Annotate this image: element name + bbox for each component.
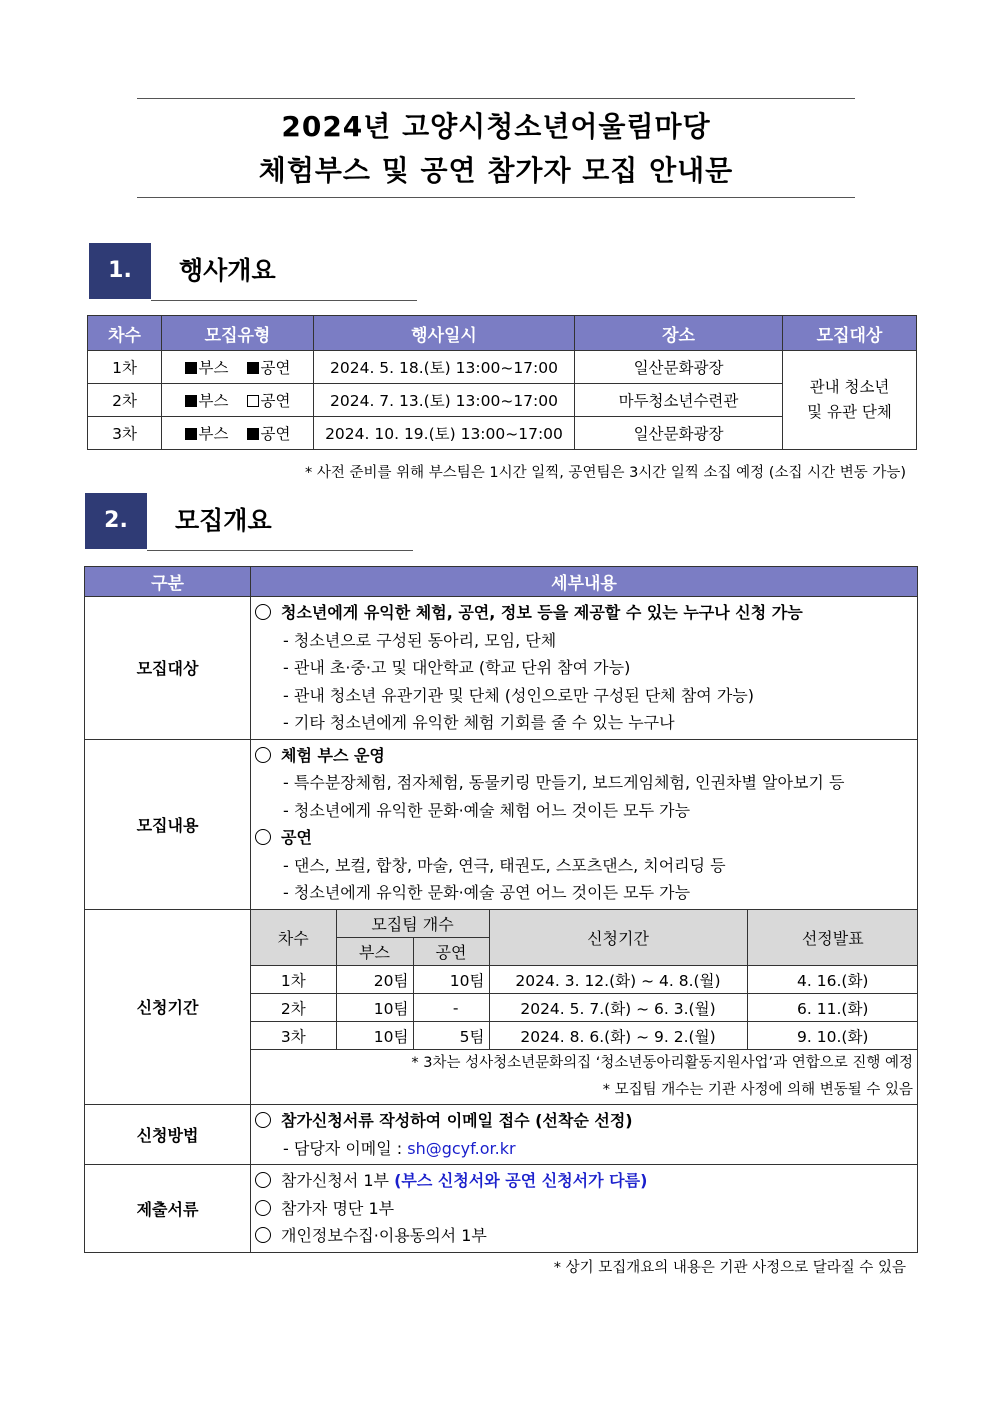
period-label: 신청기간 bbox=[85, 909, 251, 1105]
bottom-note: * 상기 모집개요의 내용은 기관 사정으로 달라질 수 있음 bbox=[553, 1260, 906, 1276]
period-round: 3차 bbox=[251, 1022, 336, 1050]
method-email-line bbox=[255, 1135, 917, 1163]
title-line-2: 체험부스 및 공연 참가자 모집 안내문 bbox=[258, 154, 734, 187]
checkbox-checked bbox=[185, 395, 197, 407]
period-header-perf: 공연 bbox=[413, 938, 489, 966]
target-line-2: 및 유관 단체 bbox=[807, 403, 892, 421]
place-cell: 일산문화광장 bbox=[575, 417, 783, 450]
round-cell: 3차 bbox=[88, 417, 162, 450]
row-documents bbox=[85, 1165, 918, 1253]
row-content bbox=[85, 739, 918, 909]
row-target bbox=[85, 597, 918, 740]
section-2-number: 2. bbox=[85, 493, 147, 549]
target-sub: - 관내 청소년 유관기관 및 단체 (성인으로만 구성된 단체 참여 가능) bbox=[283, 685, 754, 705]
circle-bullet-icon bbox=[255, 829, 271, 845]
booth-title: 체험 부스 운영 bbox=[255, 742, 917, 770]
period-perf-count: 5팀 bbox=[413, 1022, 489, 1050]
content-details bbox=[251, 739, 918, 909]
table-row bbox=[251, 966, 918, 994]
table-row bbox=[251, 994, 918, 1022]
event-overview-table bbox=[87, 315, 917, 450]
section-1-number: 1. bbox=[89, 243, 151, 299]
section-2-underline bbox=[147, 550, 413, 551]
document-item: 개인정보수집·이용동의서 1부 bbox=[255, 1222, 917, 1250]
circle-bullet-icon bbox=[255, 1112, 271, 1128]
checkbox-checked bbox=[185, 362, 197, 374]
row-method bbox=[85, 1105, 918, 1165]
circle-bullet-icon bbox=[255, 1200, 271, 1216]
period-range: 2024. 3. 12.(화) ~ 4. 8.(월) bbox=[489, 966, 747, 994]
type-cell bbox=[162, 384, 314, 417]
round-cell: 2차 bbox=[88, 384, 162, 417]
period-round: 2차 bbox=[251, 994, 336, 1022]
checkbox-unchecked bbox=[247, 395, 259, 407]
target-line-1: 관내 청소년 bbox=[809, 378, 890, 396]
round-cell: 1차 bbox=[88, 351, 162, 384]
target-sub: - 청소년으로 구성된 동아리, 모임, 단체 bbox=[283, 630, 557, 650]
performance-label: 공연 bbox=[260, 359, 291, 377]
performance-sub: - 청소년에게 유익한 문화·예술 공연 어느 것이든 모두 가능 bbox=[283, 883, 691, 902]
documents-label: 제출서류 bbox=[85, 1165, 251, 1253]
place-cell: 일산문화광장 bbox=[575, 351, 783, 384]
target-sub: - 기타 청소년에게 유익한 체험 기회를 줄 수 있는 누구나 bbox=[283, 713, 675, 732]
period-header-teams: 모집팀 개수 bbox=[336, 910, 489, 938]
period-header-announce: 선정발표 bbox=[747, 910, 918, 966]
period-perf-count: - bbox=[413, 994, 489, 1022]
performance-sub: - 댄스, 보컬, 합창, 마술, 연극, 태권도, 스포츠댄스, 치어리딩 등 bbox=[283, 855, 726, 875]
booth-sub: - 청소년에게 유익한 문화·예술 체험 어느 것이든 모두 가능 bbox=[283, 800, 691, 820]
booth-label: 부스 bbox=[198, 392, 229, 410]
datetime-cell: 2024. 10. 19.(토) 13:00~17:00 bbox=[314, 417, 575, 450]
performance-title: 공연 bbox=[255, 824, 917, 852]
email-prefix: - 담당자 이메일 : bbox=[283, 1138, 408, 1158]
email-link[interactable]: sh@gcyf.or.kr bbox=[407, 1138, 516, 1158]
period-perf-count: 10팀 bbox=[413, 966, 489, 994]
period-booth-count: 10팀 bbox=[336, 994, 413, 1022]
section-1-title: 행사개요 bbox=[179, 256, 276, 285]
period-header-round: 차수 bbox=[251, 910, 336, 966]
recruitment-overview-table bbox=[84, 566, 918, 1253]
header-category: 구분 bbox=[85, 567, 251, 597]
period-header-booth: 부스 bbox=[336, 938, 413, 966]
performance-label: 공연 bbox=[260, 425, 291, 443]
section-2-heading bbox=[85, 493, 413, 551]
checkbox-checked bbox=[247, 428, 259, 440]
method-content bbox=[251, 1105, 918, 1165]
period-note-1: * 3차는 성사청소년문화의집 ‘청소년동아리활동지원사업’과 연합으로 진행 예정 bbox=[411, 1055, 913, 1071]
period-announce: 6. 11.(화) bbox=[747, 994, 918, 1022]
header-round: 차수 bbox=[88, 316, 162, 351]
row-period bbox=[85, 909, 918, 1105]
target-sub: - 관내 초·중·고 및 대안학교 (학교 단위 참여 가능) bbox=[283, 658, 631, 677]
period-range: 2024. 5. 7.(화) ~ 6. 3.(월) bbox=[489, 994, 747, 1022]
header-details: 세부내용 bbox=[251, 567, 918, 597]
table-row bbox=[88, 351, 917, 384]
datetime-cell: 2024. 5. 18.(토) 13:00~17:00 bbox=[314, 351, 575, 384]
period-header-period: 신청기간 bbox=[489, 910, 747, 966]
period-note-2: * 모집팀 개수는 기관 사정에 의해 변동될 수 있음 bbox=[602, 1082, 913, 1098]
type-cell bbox=[162, 351, 314, 384]
datetime-cell: 2024. 7. 13.(토) 13:00~17:00 bbox=[314, 384, 575, 417]
period-content bbox=[251, 909, 918, 1105]
content-label: 모집내용 bbox=[85, 739, 251, 909]
period-booth-count: 10팀 bbox=[336, 1022, 413, 1050]
period-announce: 9. 10.(화) bbox=[747, 1022, 918, 1050]
checkbox-checked bbox=[185, 428, 197, 440]
title-line-1: 2024년 고양시청소년어울림마당 bbox=[281, 110, 711, 143]
document-item: 참가자 명단 1부 bbox=[255, 1195, 917, 1223]
section-1-underline bbox=[151, 300, 417, 301]
period-round: 1차 bbox=[251, 966, 336, 994]
document-item-note: (부스 신청서와 공연 신청서가 다름) bbox=[394, 1171, 648, 1190]
header-datetime: 행사일시 bbox=[314, 316, 575, 351]
booth-label: 부스 bbox=[198, 359, 229, 377]
period-table bbox=[251, 910, 918, 1051]
checkbox-checked bbox=[247, 362, 259, 374]
document-item: 참가신청서 1부 (부스 신청서와 공연 신청서가 다름) bbox=[255, 1167, 917, 1195]
target-cell bbox=[783, 351, 917, 450]
type-cell bbox=[162, 417, 314, 450]
method-label: 신청방법 bbox=[85, 1105, 251, 1165]
header-target: 모집대상 bbox=[783, 316, 917, 351]
method-main: 참가신청서류 작성하여 이메일 접수 (선착순 선정) bbox=[255, 1107, 917, 1135]
schedule-note: * 사전 준비를 위해 부스팀은 1시간 일찍, 공연팀은 3시간 일찍 소집 예정 (소집 시간 변동 가능) bbox=[304, 465, 906, 481]
target-main: 청소년에게 유익한 체험, 공연, 정보 등을 제공할 수 있는 누구나 신청 가능 bbox=[255, 599, 917, 627]
target-content bbox=[251, 597, 918, 740]
target-label: 모집대상 bbox=[85, 597, 251, 740]
booth-sub: - 특수분장체험, 점자체험, 동물키링 만들기, 보드게임체험, 인권차별 알아보기 등 bbox=[283, 773, 845, 792]
period-range: 2024. 8. 6.(화) ~ 9. 2.(월) bbox=[489, 1022, 747, 1050]
booth-label: 부스 bbox=[198, 425, 229, 443]
documents-content bbox=[251, 1165, 918, 1253]
circle-bullet-icon bbox=[255, 1227, 271, 1243]
section-1-heading bbox=[89, 243, 417, 301]
circle-bullet-icon bbox=[255, 604, 271, 620]
period-announce: 4. 16.(화) bbox=[747, 966, 918, 994]
document-title bbox=[137, 98, 855, 198]
period-booth-count: 20팀 bbox=[336, 966, 413, 994]
header-type: 모집유형 bbox=[162, 316, 314, 351]
table-row bbox=[251, 1022, 918, 1050]
circle-bullet-icon bbox=[255, 747, 271, 763]
section-2-title: 모집개요 bbox=[175, 506, 272, 535]
header-place: 장소 bbox=[575, 316, 783, 351]
performance-label: 공연 bbox=[260, 392, 291, 410]
circle-bullet-icon bbox=[255, 1172, 271, 1188]
place-cell: 마두청소년수련관 bbox=[575, 384, 783, 417]
